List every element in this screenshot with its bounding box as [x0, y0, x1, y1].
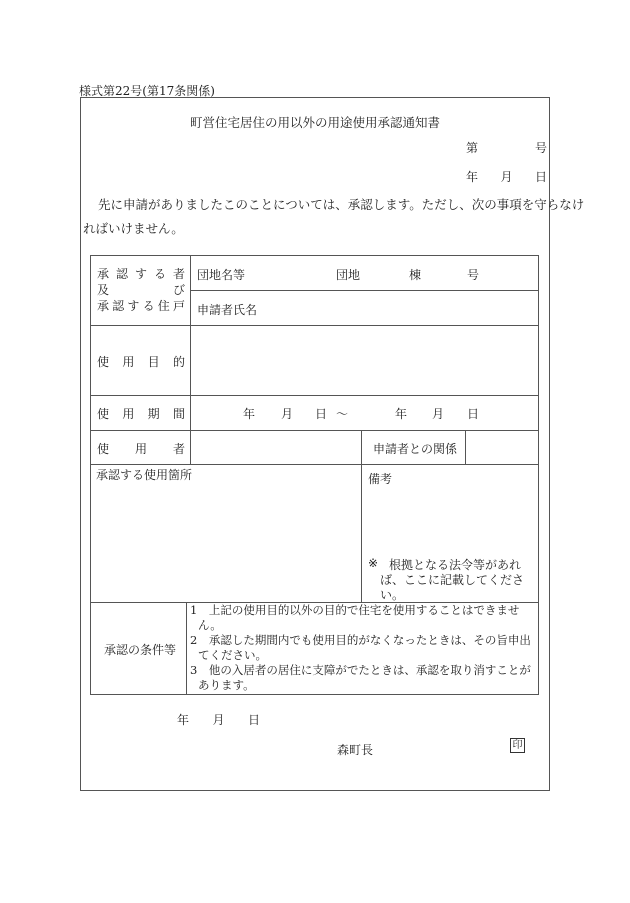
- issue-day: 日: [534, 170, 547, 184]
- document-title: 町営住宅居住の用以外の用途使用承認通知書: [189, 115, 440, 130]
- conditions-label: 承認の条件等: [104, 643, 177, 657]
- and-label: [97, 281, 185, 298]
- approval-date-line: [177, 711, 260, 728]
- table-border-left: [90, 255, 91, 695]
- condition-2-line-1: 2 承認した期間内でも使用目的がなくなったときは、その旨申出: [190, 633, 531, 647]
- remarks-note-line-1: 根拠となる法令等があれ: [389, 558, 522, 572]
- approval-month: 月: [212, 713, 225, 727]
- condition-1-line-1: 1 上記の使用目的以外の目的で住宅を使用することはできませ: [190, 603, 520, 617]
- remarks-note-line-3: い。: [380, 588, 405, 602]
- table-border-bottom: [90, 694, 539, 695]
- label-char: 目: [147, 355, 160, 369]
- label-char: 使: [97, 355, 110, 369]
- document-number-line: [466, 139, 547, 156]
- period-tilde: ～: [336, 407, 349, 421]
- seal-mark: 印: [510, 738, 525, 753]
- period-label: [97, 405, 185, 422]
- label-char: 使: [97, 442, 110, 456]
- remarks-label: 備考: [368, 472, 393, 486]
- building-unit: 棟: [409, 268, 422, 282]
- label-char: 認: [112, 299, 125, 313]
- table-rule: [361, 430, 362, 602]
- condition-3-line-1: 3 他の入居者の居住に支障がでたときは、承認を取り消すことが: [190, 663, 531, 677]
- label-char: 的: [172, 355, 185, 369]
- issue-month: 月: [500, 170, 513, 184]
- label-char: る: [153, 267, 166, 281]
- table-rule: [90, 430, 539, 431]
- label-char: 者: [172, 267, 185, 281]
- mayor-signature-label: 森町長: [337, 743, 374, 757]
- label-char: 認: [115, 267, 128, 281]
- condition-item: [190, 603, 519, 633]
- purpose-label: [97, 353, 185, 370]
- condition-3-line-2: あります。: [198, 678, 255, 692]
- approval-day: 日: [247, 713, 260, 727]
- label-char: 間: [172, 407, 185, 421]
- condition-item: [190, 633, 531, 663]
- room-unit: 号: [467, 268, 480, 282]
- remarks-note-mark: ※: [368, 556, 379, 570]
- label-char: 用: [134, 442, 147, 456]
- table-border-right: [538, 255, 539, 695]
- approval-table: [90, 255, 539, 695]
- intro-text-line-2: ればいけません。: [83, 221, 184, 236]
- approved-unit-label: [97, 297, 185, 314]
- table-rule: [465, 430, 466, 464]
- label-char: 及: [97, 283, 110, 297]
- table-rule: [90, 325, 539, 326]
- remarks-note-line-2: ば、ここに記載してくださ: [380, 573, 525, 587]
- label-char: す: [134, 267, 147, 281]
- approved-person-label: [97, 265, 185, 282]
- usage-location-label: 承認する使用箇所: [96, 468, 193, 482]
- start-year: 年: [243, 407, 256, 421]
- end-year: 年: [395, 407, 408, 421]
- relation-label: 申請者との関係: [373, 442, 458, 456]
- end-day: 日: [467, 407, 480, 421]
- label-char: 者: [172, 442, 185, 456]
- table-rule: [90, 395, 539, 396]
- number-suffix: 号: [534, 141, 547, 155]
- form-number-label: 様式第22号(第17条関係): [79, 84, 215, 98]
- end-month: 月: [432, 407, 445, 421]
- label-char: 承: [97, 267, 110, 281]
- applicant-name-label: 申請者氏名: [197, 303, 258, 317]
- estate-unit: 団地: [336, 268, 361, 282]
- user-label: [97, 440, 185, 457]
- label-char: 使: [97, 407, 110, 421]
- issue-year: 年: [466, 170, 479, 184]
- intro-text-line-1: 先に申請がありましたこのことについては、承認します。ただし、次の事項を守らなけ: [98, 197, 585, 212]
- estate-name-label: 団地名等: [197, 268, 246, 282]
- label-char: 用: [122, 355, 135, 369]
- condition-item: [190, 663, 531, 693]
- label-char: 住: [157, 299, 170, 313]
- label-char: 戸: [172, 299, 185, 313]
- start-month: 月: [281, 407, 294, 421]
- label-char: 承: [97, 299, 110, 313]
- table-rule: [186, 602, 187, 694]
- table-border-top: [90, 255, 539, 256]
- label-char: 期: [147, 407, 160, 421]
- approval-year: 年: [177, 713, 190, 727]
- label-char: 用: [122, 407, 135, 421]
- number-prefix: 第: [466, 141, 479, 155]
- start-day: 日: [315, 407, 328, 421]
- condition-1-line-2: ん。: [198, 618, 222, 632]
- table-rule: [190, 255, 191, 464]
- label-char: び: [172, 283, 185, 297]
- label-char: す: [127, 299, 140, 313]
- label-char: る: [142, 299, 155, 313]
- table-rule: [190, 290, 539, 291]
- table-rule: [90, 464, 539, 465]
- condition-2-line-2: てください。: [198, 648, 267, 662]
- issue-date-line: [466, 168, 547, 185]
